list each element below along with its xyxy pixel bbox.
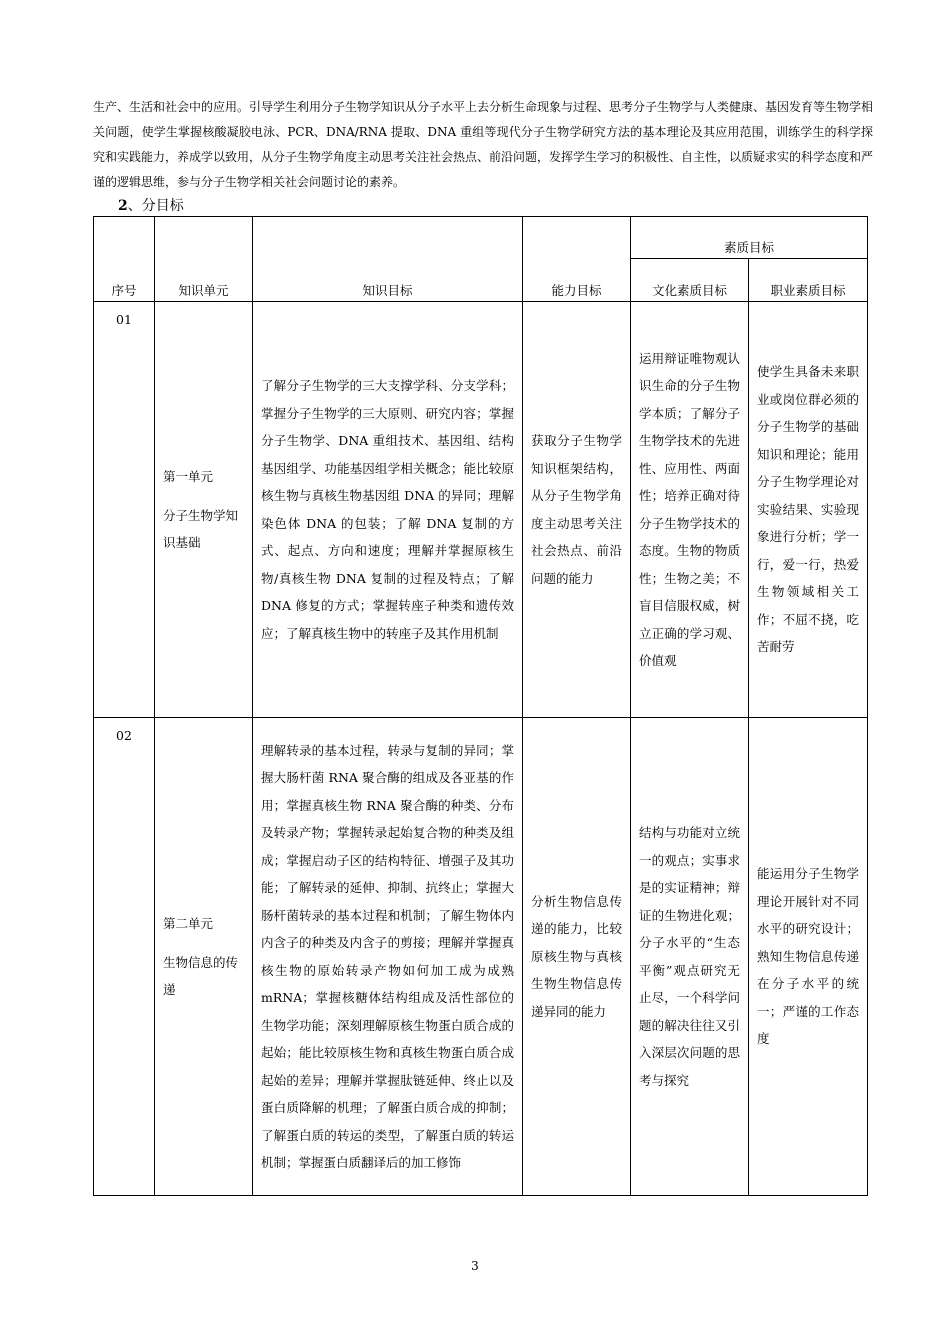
header-ability: 能力目标	[523, 217, 631, 302]
header-seq: 序号	[94, 217, 155, 302]
row-seq: 02	[94, 718, 155, 1196]
row-knowledge: 理解转录的基本过程，转录与复制的异同；掌握大肠杆菌 RNA 聚合酶的组成及各亚基的作用；掌握真核生物 RNA 聚合酶的种类、分布及转录产物；掌握转录起始复合物的种类及组成；掌握启动子区的结构特征、增强子及其功能；了解转录的延伸、抑制、抗终止；掌握大肠杆菌转录的基本过程和机制；了解生物体内内含子的种类及内含子的剪接；理解并掌握真核生物的原始转录产物如何加工成为成熟 mRNA；掌握核糖体结构组成及活性部位的生物学功能；深刻理解原核生物蛋白质合成的起始；能比较原核生物和真核生物蛋白质合成起始的差异；理解并掌握肽链延伸、终止以及蛋白质降解的机理；了解蛋白质合成的抑制；了解蛋白质的转运的类型，了解蛋白质的转运机制；掌握蛋白质翻译后的加工修饰	[253, 718, 523, 1196]
unit-number: 第二单元	[163, 916, 214, 931]
unit-number: 第一单元	[163, 469, 214, 484]
header-cultural: 文化素质目标	[631, 259, 749, 302]
header-quality: 素质目标	[631, 217, 868, 259]
objectives-table	[93, 216, 868, 1196]
section-heading	[118, 196, 184, 216]
row-ability: 分析生物信息传递的能力，比较原核生物与真核生物生物信息传递异同的能力	[523, 718, 631, 1196]
table-row	[94, 718, 868, 1196]
header-knowledge: 知识目标	[253, 217, 523, 302]
unit-name: 分子生物学知识基础	[163, 508, 239, 550]
section-number: 2	[118, 198, 128, 214]
row-professional: 使学生具备未来职业或岗位群必须的分子生物学的基础知识和理论；能用分子生物学理论对实验结果、实验现象进行分析；学一行，爱一行，热爱生物领域相关工作；不屈不挠，吃苦耐劳	[749, 302, 868, 718]
row-ability: 获取分子生物学知识框架结构，从分子生物学角度主动思考关注社会热点、前沿问题的能力	[523, 302, 631, 718]
table-row	[94, 302, 868, 718]
row-professional: 能运用分子生物学理论开展针对不同水平的研究设计；熟知生物信息传递在分子水平的统一；严谨的工作态度	[749, 718, 868, 1196]
row-seq: 01	[94, 302, 155, 718]
section-separator: 、	[127, 198, 142, 214]
page-number: 3	[471, 1259, 479, 1273]
row-cultural: 运用辩证唯物观认识生命的分子生物学本质；了解分子生物学技术的先进性、应用性、两面性；培养正确对待分子生物学技术的态度。生物的物质性；生物之美；不盲目信服权威，树立正确的学习观、价值观	[631, 302, 749, 718]
intro-paragraph: 生产、生活和社会中的应用。引导学生利用分子生物学知识从分子水平上去分析生命现象与过程、思考分子生物学与人类健康、基因发育等生物学相关问题，使学生掌握核酸凝胶电泳、PCR、DNA/RNA 提取、DNA 重组等现代分子生物学研究方法的基本理论及其应用范围，训练学生的科学探究和实践能力，养成学以致用，从分子生物学角度主动思考关注社会热点、前沿问题，发挥学生学习的积极性、自主性，以质疑求实的科学态度和严谨的逻辑思维，参与分子生物学相关社会问题讨论的素养。	[93, 100, 874, 189]
header-professional: 职业素质目标	[749, 259, 868, 302]
header-unit: 知识单元	[155, 217, 253, 302]
row-unit	[155, 718, 253, 1196]
unit-name: 生物信息的传递	[163, 955, 239, 997]
row-unit	[155, 302, 253, 718]
row-knowledge: 了解分子生物学的三大支撑学科、分支学科；掌握分子生物学的三大原则、研究内容；掌握分子生物学、DNA 重组技术、基因组、结构基因组学、功能基因组学相关概念；能比较原核生物与真核生物基因组 DNA 的异同；理解染色体 DNA 的包装；了解 DNA 复制的方式、起点、方向和速度；理解并掌握原核生物/真核生物 DNA 复制的过程及特点；了解 DNA 修复的方式；掌握转座子种类和遗传效应；了解真核生物中的转座子及其作用机制	[253, 302, 523, 718]
row-cultural: 结构与功能对立统一的观点；实事求是的实证精神；辩证的生物进化观；分子水平的“生态平衡”观点研究无止尽，一个科学问题的解决往往又引入深层次问题的思考与探究	[631, 718, 749, 1196]
section-title: 分目标	[141, 198, 184, 214]
header-row-1	[94, 217, 868, 259]
